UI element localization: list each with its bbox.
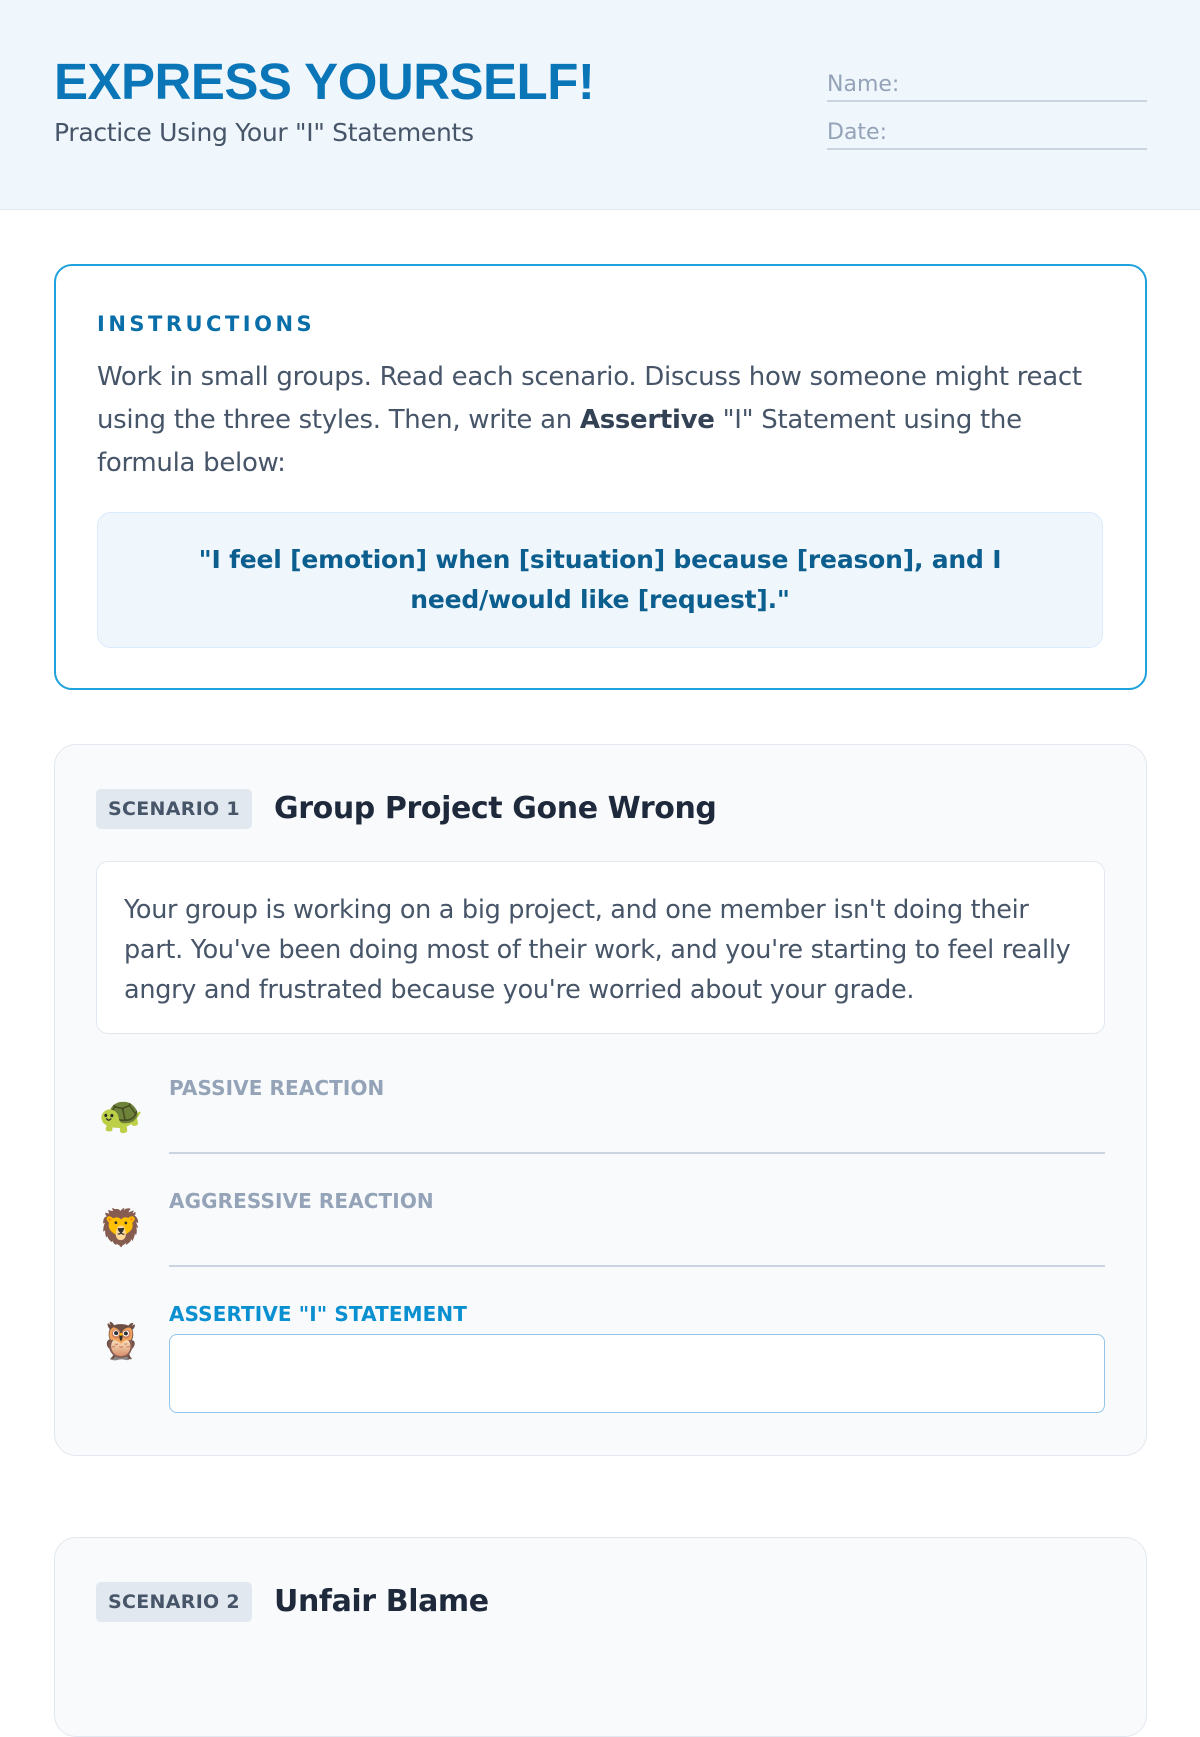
name-field[interactable]: Name: [827, 72, 1147, 102]
passive-reaction-label: PASSIVE REACTION [169, 1076, 385, 1100]
scenario-title: Unfair Blame [274, 1584, 489, 1619]
assertive-answer-box[interactable] [169, 1334, 1105, 1413]
scenario-description: Your group is working on a big project, and one member isn't doing their part. You've been doing most of their work, and you're starting to feel really angry and frustrated because you're worried about your grade. [96, 861, 1105, 1034]
formula-box [97, 512, 1103, 648]
aggressive-answer-line[interactable] [169, 1265, 1105, 1267]
aggressive-reaction-row [96, 1189, 1105, 1269]
owl-icon: 🦉 [98, 1321, 144, 1362]
instructions-text-part: Work in small groups. Read each scenario. Discuss how someone might react using the three styles. Then, write an [97, 362, 1082, 435]
passive-reaction-row [96, 1076, 1105, 1156]
aggressive-reaction-label: AGGRESSIVE REACTION [169, 1189, 434, 1213]
worksheet-subtitle: Practice Using Your "I" Statements [54, 118, 474, 147]
date-field[interactable]: Date: [827, 120, 1147, 150]
scenario-badge: SCENARIO 2 [96, 1582, 252, 1622]
lion-icon: 🦁 [98, 1208, 144, 1249]
worksheet-title: EXPRESS YOURSELF! [54, 53, 595, 110]
instructions-box [54, 264, 1147, 690]
passive-answer-line[interactable] [169, 1152, 1105, 1154]
scenario-card [54, 1537, 1147, 1737]
worksheet-header [0, 0, 1200, 210]
instructions-text-part: "I" Statement using the formula below: [97, 405, 1022, 478]
scenario-badge: SCENARIO 1 [96, 789, 252, 829]
formula-text: "I feel [emotion] when [situation] because [reason], and I need/would like [request]." [198, 545, 1002, 614]
turtle-icon: 🐢 [98, 1095, 144, 1136]
scenario-card [54, 744, 1147, 1456]
instructions-text [97, 356, 1107, 485]
scenario-title: Group Project Gone Wrong [274, 791, 717, 826]
instructions-bold-word: Assertive [579, 405, 715, 435]
assertive-statement-label: ASSERTIVE "I" STATEMENT [169, 1302, 467, 1326]
assertive-statement-row [96, 1302, 1105, 1412]
instructions-heading: INSTRUCTIONS [97, 312, 316, 336]
